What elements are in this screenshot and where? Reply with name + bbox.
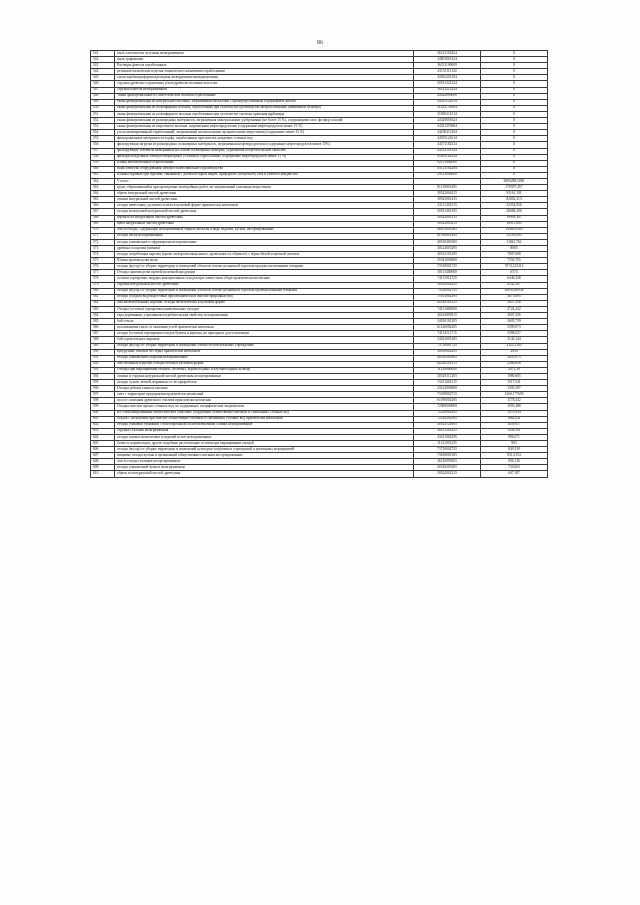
row-number: 563 [91,185,115,191]
waste-code: 40512101205 [414,252,481,258]
waste-code: 74111912725 [414,276,481,282]
waste-code: 72210202395 [414,416,481,422]
waste-amount: 3607,456 [481,313,548,319]
waste-name: V класс [115,178,414,184]
waste-name: отходы (мусор) от уборки территории и помещений объектов оптово-розничной торговли продовольственными товарами [115,264,414,270]
waste-code: 31433731604 [414,105,481,111]
waste-name: кукурузные початки без зерна практически неопасные [115,349,414,355]
waste-name: ткань фильтровальная из полиэфирного волокна отработанная при газоочистке системы хранения карбамида [115,111,414,117]
waste-code: 34190101205 [414,319,481,325]
row-number: 606 [91,447,115,453]
row-number: 571 [91,233,115,239]
waste-code: 40521121605 [414,422,481,428]
waste-name: отходы упаковочной бумаги незагрязненные [115,465,414,471]
waste-amount: 2386,656 [481,361,548,367]
waste-amount: 0 [481,124,548,130]
waste-amount: 7807,008 [481,252,548,258]
waste-code: 30529111205 [414,373,481,379]
row-number: 575 [91,258,115,264]
waste-amount: 0 [481,111,548,117]
waste-amount: 19993,307 [481,215,548,221]
row-number: 587 [91,331,115,337]
waste-amount: 0 [481,87,548,93]
waste-name: Шины автомобильные отработанные [115,160,414,166]
waste-code: 40518301605 [414,355,481,361]
waste-amount: 0 [481,136,548,142]
waste-code: 36121202225 [414,428,481,434]
row-number: 579 [91,282,115,288]
waste-name: ботва от корнеплодов, другие подобные растительные остатки при выращивании овощей [115,441,414,447]
row-number: 574 [91,252,115,258]
waste-name: стружка стальная незагрязненная [115,428,414,434]
waste-name: Отходы производства прочей молочной продукции [115,270,414,276]
row-number: 595 [91,380,115,386]
waste-code: 44329001624 [414,118,481,124]
waste-name: лом железобетонных изделий, отходы железобетона в кусковой форме [115,300,414,306]
waste-code: 44371182524 [414,142,481,148]
waste-amount: 3724,432 [481,306,548,312]
waste-name: остатки сортировки твердых коммунальных отходов при совместном сборе практически неопасные [115,276,414,282]
waste-amount: 1360,177659 [481,392,548,398]
waste-name: Ткани фильтровальные из синтетических волокон отработанные [115,93,414,99]
waste-code: 44250411204 [414,130,481,136]
waste-amount: 0 [481,51,548,57]
waste-name: отходы упаковочного гофрокартона незагрязненные [115,239,414,245]
row-number: 553 [91,124,115,130]
waste-code: 35541000000 [414,258,481,264]
waste-code: 61140002205 [414,325,481,331]
waste-code: 81110001495 [414,185,481,191]
waste-name: Отходы очистки прочих сточных вод, не содержащих специфические загрязнители [115,404,414,410]
row-number: 551 [91,111,115,117]
row-number: 598 [91,398,115,404]
waste-code: 44321255604 [414,124,481,130]
row-number: 568 [91,215,115,221]
waste-code: 34321001205 [414,337,481,343]
row-number: 560 [91,166,115,172]
row-number: 597 [91,392,115,398]
waste-amount: 0 [481,63,548,69]
waste-amount: 3122,1185 [481,343,548,349]
waste-code: 73710002725 [414,447,481,453]
row-number: 590 [91,349,115,355]
waste-code: 30522003215 [414,221,481,227]
waste-name: лом бетонных изделий, отходы бетона в кусковой форме [115,361,414,367]
row-number: 605 [91,441,115,447]
waste-code: 74114111715 [414,331,481,337]
row-number: 548 [91,93,115,99]
waste-amount: 0 [481,148,548,154]
waste-amount: 3857,356 [481,300,548,306]
row-number: 591 [91,355,115,361]
waste-code: 35121102204 [414,166,481,172]
row-number: 610 [91,471,115,477]
row-number: 607 [91,453,115,459]
waste-code: 43131111124 [414,69,481,75]
waste-code: 11120000000 [414,367,481,373]
waste-code: 23122000000 [414,386,481,392]
waste-amount: 0 [481,93,548,99]
waste-table [90,50,548,478]
waste-amount: 28684,206 [481,209,548,215]
waste-name: Отходы при выращивании овощей, бахчевых, корнеплодных и клубнеплодных культур [115,367,414,373]
waste-code: 73510002725 [414,288,481,294]
waste-name: уголь активированный отработанный, загрязненный малоопасными органическими веществами (содержание менее 15 %) [115,130,414,136]
waste-name: Шламы буровые при бурении, связанном с добычей сырой нефти, природного (попутного) газа и газового конденсата [115,172,414,178]
row-number: 577 [91,270,115,276]
waste-amount: 0 [481,142,548,148]
waste-amount: 82002,313 [481,197,548,203]
row-number: 552 [91,118,115,124]
waste-amount: 831,6154 [481,453,548,459]
waste-code: 81910001495 [414,233,481,239]
row-number: 581 [91,294,115,300]
waste-table-body [91,51,548,478]
waste-amount: 1070,934 [481,410,548,416]
waste-amount: 986,071 [481,434,548,440]
waste-amount: 1980,605 [481,373,548,379]
row-number: 566 [91,203,115,209]
waste-name: стружка пакетов незагрязненная [115,87,414,93]
waste-amount: 3398,027 [481,331,548,337]
waste-name: фильтры воздушные электрогенераторных установок отработанные (содержание нефтепродуктов менее 15 %) [115,154,414,160]
waste-name: обрезь натуральной чистой древесины [115,191,414,197]
waste-name: фильтровальные материалы из торфа, отработанные при очистке дождевых сточных вод [115,136,414,142]
waste-code: 72900000000 [414,404,481,410]
waste-name: отходы потребления картона (кроме электроизоляционного, кровельного и обувного) с черно-белой и цветной печатью [115,252,414,258]
row-number: 569 [91,221,115,227]
waste-name: пыль газоочистки чугунная незагрязненная [115,51,414,57]
row-number: 588 [91,337,115,343]
waste-code: 15211001215 [414,380,481,386]
waste-name: опилки натуральной чистой древесины [115,197,414,203]
row-number: 572 [91,239,115,245]
waste-code: 72220002395 [414,410,481,416]
waste-name: лом и отходы стальные несортированные [115,459,414,465]
waste-code: 46120099205 [414,459,481,465]
waste-code: 44322000000 [414,93,481,99]
row-number: 567 [91,209,115,215]
waste-name: фильтрующая загрузка из разнородных полимерных материалов, загрязненная нефтепродуктами (содержание нефтепродуктов менее 15%) [115,142,414,148]
waste-amount: 1059,017 [481,422,548,428]
row-number: 594 [91,373,115,379]
waste-code: 43411002295 [414,434,481,440]
waste-amount: 1093,488 [481,404,548,410]
waste-name: пыль графитовая [115,57,414,63]
waste-name: Отходы добычи глины и каолина [115,386,414,392]
row-number: 559 [91,160,115,166]
waste-code: 34853001424 [414,57,481,63]
waste-name: зола от сжигания древесного топлива практически неопасная [115,398,414,404]
waste-name: лом и отходы, содержащие незагрязненные черные металлы в виде изделий, кусков, несортированные [115,227,414,233]
waste-amount: 11841,762 [481,239,548,245]
waste-name: смола карбамидоформальдегидная затвердевшая некондиционная [115,75,414,81]
row-number: 543 [91,63,115,69]
waste-amount: 0 [481,154,548,160]
waste-amount: 4073,695 [481,294,548,300]
row-number: 576 [91,264,115,270]
waste-amount: 0 [481,130,548,136]
waste-name: отходы (мусор) от уборки территории и помещений объектов оптово-розничной торговли промышленными товарами [115,288,414,294]
waste-name: отходы (мусор) от уборки территории и помещений учебно-воспитательных учреждений [115,343,414,349]
waste-code: 91861102524 [414,154,481,160]
waste-amount: 1062,431 [481,416,548,422]
waste-name: фильтрующие элементы мембранные на основе полимерных мембран, утратившие потребительские свойства [115,148,414,154]
waste-name: ил стабилизированный биологических очистных сооружений хозяйственно-бытовых и смешанных сточных вод [115,410,414,416]
waste-amount: 93161,101 [481,191,548,197]
row-number: 562 [91,178,115,184]
row-number: 550 [91,105,115,111]
waste-amount: 983 [481,441,548,447]
waste-code: 40518201605 [414,465,481,471]
waste-amount: 4909,030938 [481,288,548,294]
waste-amount: 0 [481,99,548,105]
row-number: 599 [91,404,115,410]
row-number: 584 [91,313,115,319]
waste-name: отходы упаковки бумажной с влагопрочными полиэтиленовыми слоями незагрязненные [115,422,414,428]
waste-amount: 0 [481,105,548,111]
waste-code: 44321121614 [414,99,481,105]
waste-code: 40414000515 [414,313,481,319]
waste-code: 43492201294 [414,75,481,81]
waste-amount: 3399,073 [481,325,548,331]
waste-amount: 6574 [481,270,548,276]
row-number: 542 [91,57,115,63]
waste-name: отходы песка незагрязненные [115,233,414,239]
waste-name: обрезь из натуральной чистой древесины [115,471,414,477]
row-number: 557 [91,148,115,154]
row-number: 541 [91,51,115,57]
row-number: 554 [91,130,115,136]
waste-name: щепа натуральной чистой древесины [115,221,414,227]
row-number: 556 [91,142,115,148]
waste-amount: 0 [481,81,548,87]
row-number: 602 [91,422,115,428]
table-row [91,471,548,477]
waste-name: Отходы (остатки) сортировки коммунальных отходов [115,306,414,312]
waste-name: бой стекла [115,319,414,325]
row-number: 561 [91,172,115,178]
row-number: 544 [91,69,115,75]
waste-amount: 0 [481,166,548,172]
waste-name: резинометаллические изделия технического назначения отработанные [115,69,414,75]
waste-amount: 0 [481,69,548,75]
waste-name: отходы (осадки) водоподготовки при механической очистке природных вод [115,294,414,300]
waste-code: 30010002295 [414,349,481,355]
row-number: 604 [91,434,115,440]
waste-amount: 2453,975 [481,355,548,361]
row-number: 585 [91,319,115,325]
waste-name: ткань фильтровальная из полиэфирных волокон, отработанная при газоочистке производства нитрата аммония (аммиачной селитры) [115,105,414,111]
row-number: 547 [91,87,115,93]
waste-code: 11121001235 [414,441,481,447]
waste-name: пищевые отходы кухонь и организаций общественного питания несортированные [115,453,414,459]
waste-amount: 720,063 [481,465,548,471]
row-number: 558 [91,154,115,160]
waste-amount: 0 [481,160,548,166]
waste-amount: 647,187 [481,471,548,477]
waste-name: дробина солодовая (пивная) [115,246,414,252]
waste-code: 82220101215 [414,361,481,367]
waste-code: 44312101524 [414,148,481,154]
waste-name: отходы сучьев, ветвей, вершинок от лесоразработок [115,380,414,386]
waste-amount: 849,518 [481,447,548,453]
row-number: 601 [91,416,115,422]
waste-name: отходы (мусор) от уборки территории и помещений культурно-спортивных учреждений и зрелищных мероприятий [115,447,414,453]
waste-code: 92111000000 [414,160,481,166]
waste-code: 82230101215 [414,300,481,306]
waste-name: Растворы флюсов отработанные [115,63,414,69]
waste-code: 30124003295 [414,246,481,252]
row-number: 565 [91,197,115,203]
waste-amount: 8065 [481,246,548,252]
waste-code: 71011002395 [414,294,481,300]
row-number: 596 [91,386,115,392]
waste-amount: 806,126 [481,459,548,465]
waste-code: 46101001205 [414,227,481,233]
waste-code: 36331100009 [414,63,481,69]
waste-code: 30523001435 [414,197,481,203]
waste-name: отходы упаковочного картона незагрязненные [115,355,414,361]
waste-code: 30522001215 [414,215,481,221]
row-number: 592 [91,361,115,367]
row-number: 555 [91,136,115,142]
waste-code: 40518401605 [414,239,481,245]
waste-code: 29112000000 [414,172,481,178]
waste-amount: 0 [481,75,548,81]
waste-amount: 1393,397 [481,386,548,392]
waste-code: 36123102424 [414,51,481,57]
waste-code: 30531461295 [414,209,481,215]
row-number: 589 [91,343,115,349]
row-number: 546 [91,81,115,87]
waste-name: грунт, образовавшийся при проведении землеройных работ, не загрязненный опасными веществами [115,185,414,191]
waste-code: 30522002215 [414,471,481,477]
waste-name: тара деревянная, утратившая потребительские свойства, незагрязненная [115,313,414,319]
waste-name: горбыль из натуральной чистой древесины [115,215,414,221]
waste-name: ткань фильтровальная из разнородных материалов, загрязненная минеральными удобрениями (не более 15 %), содержащими азот, фосфор и калий [115,118,414,124]
waste-code: 31005211514 [414,111,481,117]
row-number: 564 [91,191,115,197]
waste-name: ткань фильтровальная из шерстяного волокна, загрязненная нефтепродуктами (содержание нефтепродуктов менее 15 %) [115,124,414,130]
waste-amount: 6242,567 [481,282,548,288]
row-number: 549 [91,99,115,105]
waste-amount: 16011,685 [481,221,548,227]
waste-amount: 1517,541 [481,380,548,386]
waste-code: 36121212224 [414,87,481,93]
row-number: 586 [91,325,115,331]
waste-code: 30522004215 [414,191,481,197]
waste-name: бой строительного кирпича [115,337,414,343]
row-number: 600 [91,410,115,416]
row-number: 573 [91,246,115,252]
waste-amount: 3605,739 [481,319,548,325]
waste-code: 30522002225 [414,282,481,288]
waste-name: смет с территории предприятия практически неопасный [115,392,414,398]
row-number: 580 [91,288,115,294]
waste-code: 73610001305 [414,453,481,459]
waste-amount: 6446,348 [481,276,548,282]
waste-code: 74111000000 [414,306,481,312]
waste-amount: 2850 [481,349,548,355]
waste-name: шлак зачистки оборудования электросталеплавильного производства [115,166,414,172]
waste-name: стружка натуральной чистой древесины [115,282,414,288]
waste-name: ткань фильтровальная из натурального волокна, загрязненная металлами с преимущественным содержанием железа [115,99,414,105]
waste-name: Шлаки производства меди [115,258,414,264]
row-number: 570 [91,227,115,233]
waste-code: 73710001725 [414,343,481,349]
waste-amount: 12195,003 [481,233,548,239]
waste-amount: 7074,123312 [481,264,548,270]
waste-name: опилки и стружка натуральной чистой древесины несортированные [115,373,414,379]
page-number: 86 [317,40,323,46]
waste-name: стружка древесно-стружечных и/или древесно-волокнистых плит [115,81,414,87]
waste-name: отходы малоценной натуральной чистой древесины [115,209,414,215]
waste-code: 73339002715 [414,392,481,398]
waste-code: 30115400000 [414,270,481,276]
waste-name: отходы (остатки) сортировки отходов бумаги и картона, не пригодные для утилизации [115,331,414,337]
waste-name: золошлаковая смесь от сжигания углей практически неопасная [115,325,414,331]
row-number: 545 [91,75,115,81]
waste-amount: 14489,9305 [481,227,548,233]
row-number: 608 [91,459,115,465]
waste-amount: 7550,705 [481,258,548,264]
waste-amount: 3142,144 [481,337,548,343]
row-number: 609 [91,465,115,471]
waste-amount: 1178,432 [481,398,548,404]
waste-amount: 6069288,5085 [481,178,548,184]
row-number: 603 [91,428,115,434]
waste-name: осадок с песколовок при очистке хозяйственно-бытовых и смешанных сточных вод практически неопасный [115,416,414,422]
row-number: 582 [91,300,115,306]
row-number: 578 [91,276,115,282]
waste-code: 61190002405 [414,398,481,404]
waste-name: отходы пленки полиэтилена и изделий из нее незагрязненные [115,434,414,440]
waste-code: 44391121614 [414,136,481,142]
waste-amount: 1058,591 [481,428,548,434]
waste-amount: 0 [481,118,548,124]
waste-code: 73510001725 [414,264,481,270]
waste-amount: 170597,457 [481,185,548,191]
waste-amount: 0 [481,57,548,63]
waste-amount: 0 [481,172,548,178]
waste-code: 30531321224 [414,81,481,87]
row-number: 593 [91,367,115,373]
waste-code: 23111201215 [414,203,481,209]
waste-amount: 2073,36 [481,367,548,373]
waste-name: отходы известняка, доломита и мела в кусковой форме практически неопасные [115,203,414,209]
row-number: 583 [91,306,115,312]
waste-amount: 32354,836 [481,203,548,209]
